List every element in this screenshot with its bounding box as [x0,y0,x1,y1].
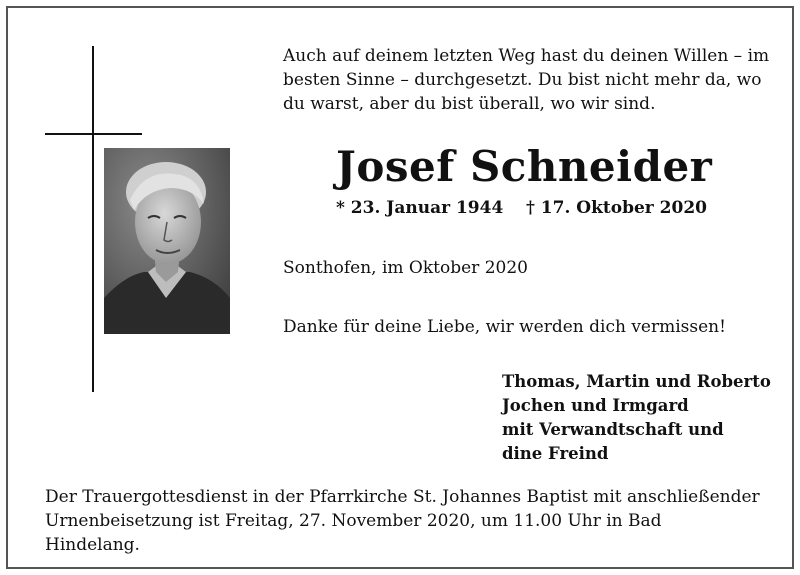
quote-line-3: du warst, aber du bist überall, wo wir sind. [283,94,656,114]
cross-vertical-bar [92,46,94,392]
birth-date: * 23. Januar 1944 [336,198,504,218]
quote-line-2: besten Sinne – durchgesetzt. Du bist nicht mehr da, wo [283,70,762,90]
thanks-line: Danke für deine Liebe, wir werden dich vermissen! [283,317,726,337]
death-date: † 17. Oktober 2020 [526,198,707,218]
service-line-1: Der Trauergottesdienst in der Pfarrkirche St. Johannes Baptist mit anschließender [45,487,760,507]
deceased-name: Josef Schneider [336,142,713,191]
life-dates [336,196,716,220]
portrait-photo [104,148,230,334]
quote-line-1: Auch auf deinem letzten Weg hast du deinen Willen – im [283,46,770,66]
place-and-date: Sonthofen, im Oktober 2020 [283,258,528,278]
funeral-service-info [45,485,760,557]
mourner-line: Thomas, Martin und Roberto [502,372,771,391]
cross-horizontal-bar [45,133,142,135]
portrait-illustration [104,148,230,334]
mourner-line: mit Verwandtschaft und [502,420,724,439]
mourners-list [502,370,771,466]
mourner-line: dine Freind [502,444,609,463]
mourner-line: Jochen und Irmgard [502,396,689,415]
service-line-2: Urnenbeisetzung ist Freitag, 27. November 2020, um 11.00 Uhr in Bad Hindelang. [45,511,662,555]
memorial-quote [283,44,783,116]
